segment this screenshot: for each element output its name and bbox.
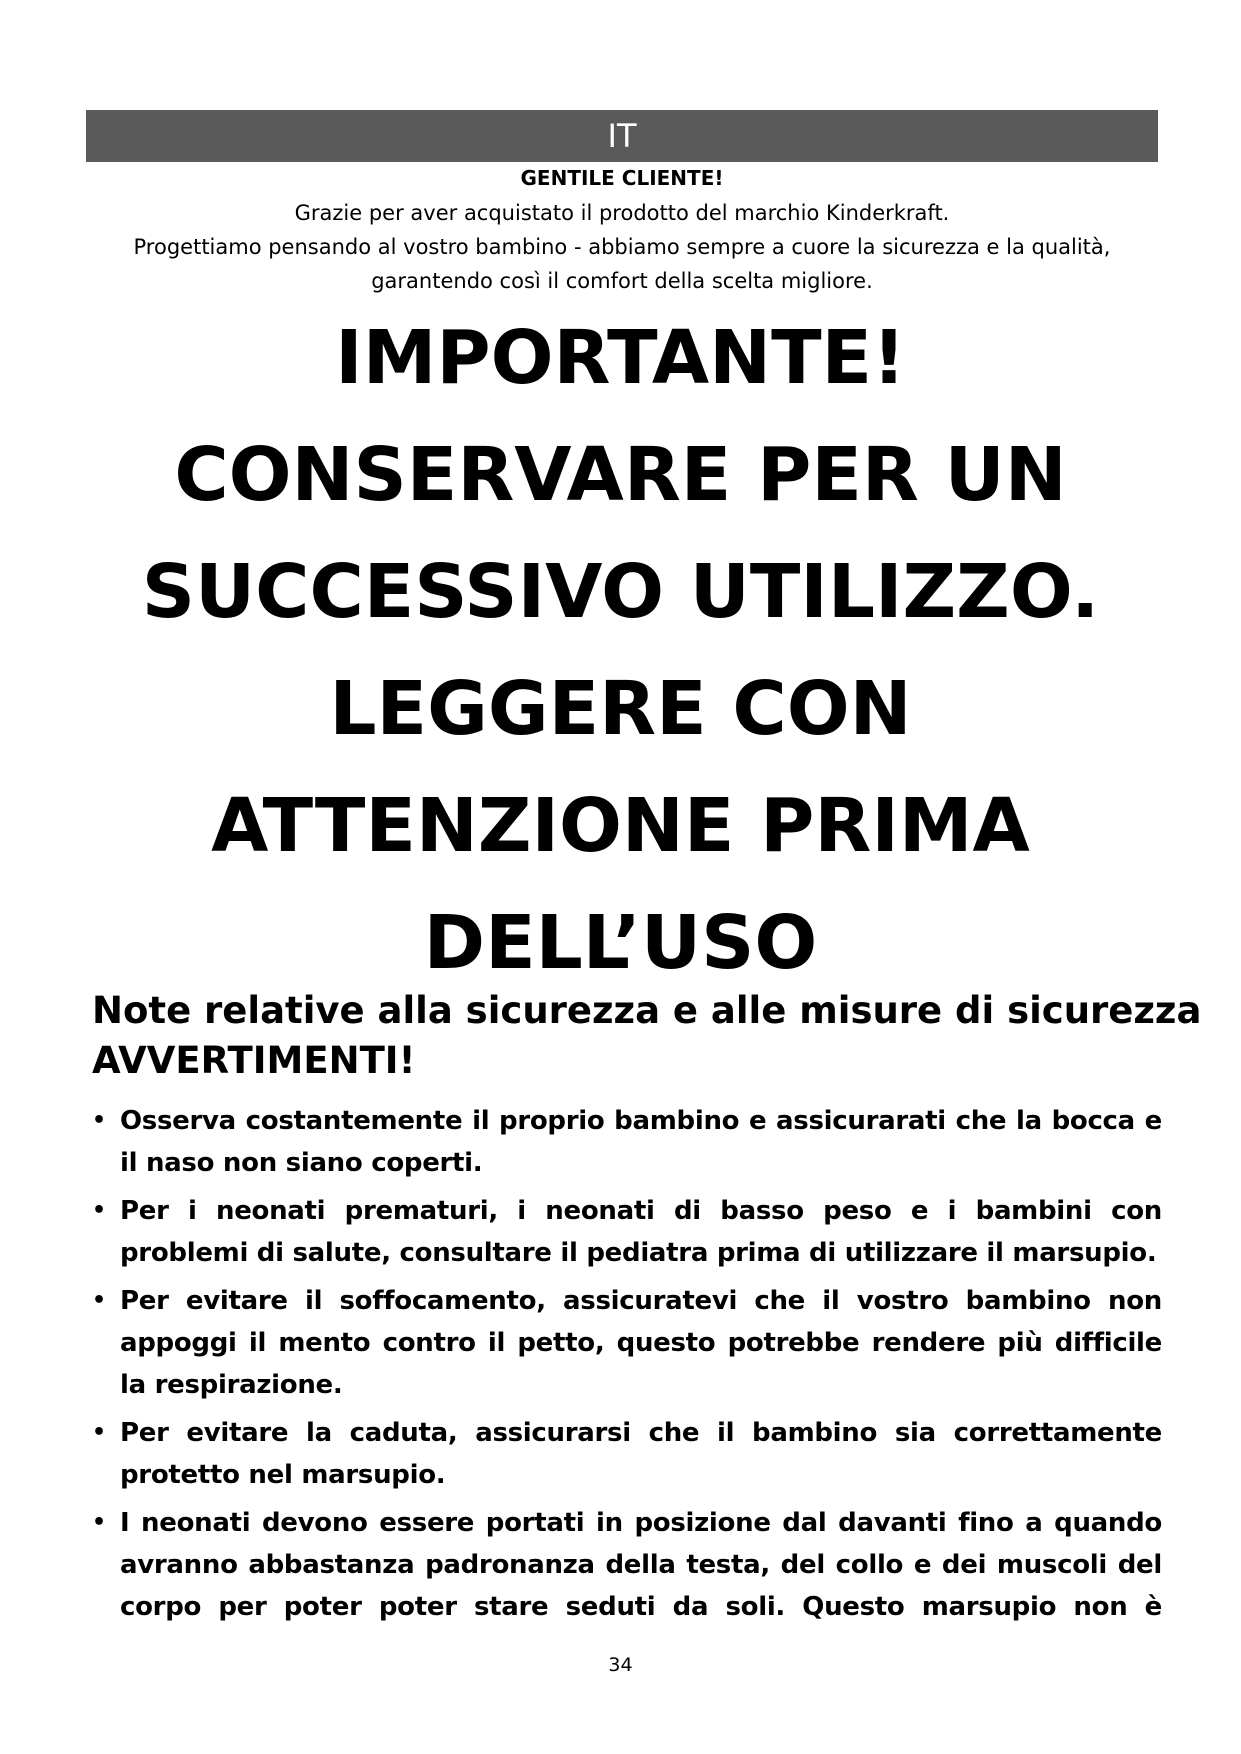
bullet-icon: • [92, 1288, 107, 1313]
section-title: Note relative alla sicurezza e alle misure di sicurezza [92, 989, 1202, 1032]
section-subtitle: AVVERTIMENTI! [92, 1039, 416, 1082]
warning-item [92, 1280, 1162, 1406]
important-notice-headline [40, 300, 1201, 1002]
warning-line: I neonati devono essere portati in posizione dal davanti fino a quando [120, 1508, 1162, 1538]
warning-item [92, 1412, 1162, 1496]
language-code: IT [607, 117, 637, 155]
warning-line: Per evitare la caduta, assicurarsi che il bambino sia correttamente [120, 1418, 1162, 1448]
page-number: 34 [608, 1654, 633, 1676]
headline-line: LEGGERE CON [329, 666, 912, 752]
intro-line: Progettiamo pensando al vostro bambino - abbiamo sempre a cuore la sicurezza e la qualità, [133, 235, 1111, 259]
warning-line: problemi di salute, consultare il pediatra prima di utilizzare il marsupio. [120, 1238, 1157, 1268]
intro-paragraph [86, 196, 1158, 298]
warning-item [92, 1502, 1162, 1628]
warning-line: la respirazione. [120, 1370, 343, 1400]
warning-line: Per i neonati prematuri, i neonati di basso peso e i bambini con [120, 1196, 1162, 1226]
warning-line: Per evitare il soffocamento, assicuratevi che il vostro bambino non [120, 1286, 1162, 1316]
intro-line: Grazie per aver acquistato il prodotto del marchio Kinderkraft. [294, 201, 950, 225]
warning-line: appoggi il mento contro il petto, questo potrebbe rendere più difficile [120, 1328, 1162, 1358]
warning-item [92, 1100, 1162, 1184]
bullet-icon: • [92, 1108, 107, 1133]
warning-line: corpo per poter poter stare seduti da soli. Questo marsupio non è [120, 1592, 1162, 1622]
bullet-icon: • [92, 1420, 107, 1445]
safety-section-heading [92, 986, 1202, 1086]
headline-line: SUCCESSIVO UTILIZZO. [141, 549, 1100, 635]
headline-line: IMPORTANTE! [335, 315, 906, 401]
warning-item [92, 1190, 1162, 1274]
warning-line: il naso non siano coperti. [120, 1148, 483, 1178]
greeting-heading: GENTILE CLIENTE! [520, 166, 724, 190]
warnings-list [92, 1100, 1162, 1634]
intro-line: garantendo così il comfort della scelta migliore. [371, 269, 873, 293]
warning-line: Osserva costantemente il proprio bambino e assicurarati che la bocca e [120, 1106, 1162, 1136]
headline-line: CONSERVARE PER UN [174, 432, 1067, 518]
warning-line: protetto nel marsupio. [120, 1460, 446, 1490]
headline-line: ATTENZIONE PRIMA [211, 783, 1030, 869]
bullet-icon: • [92, 1510, 107, 1535]
bullet-icon: • [92, 1198, 107, 1223]
warning-line: avranno abbastanza padronanza della testa, del collo e dei muscoli del [120, 1550, 1162, 1580]
headline-line: DELL’USO [423, 900, 818, 986]
language-header-bar [86, 110, 1158, 162]
